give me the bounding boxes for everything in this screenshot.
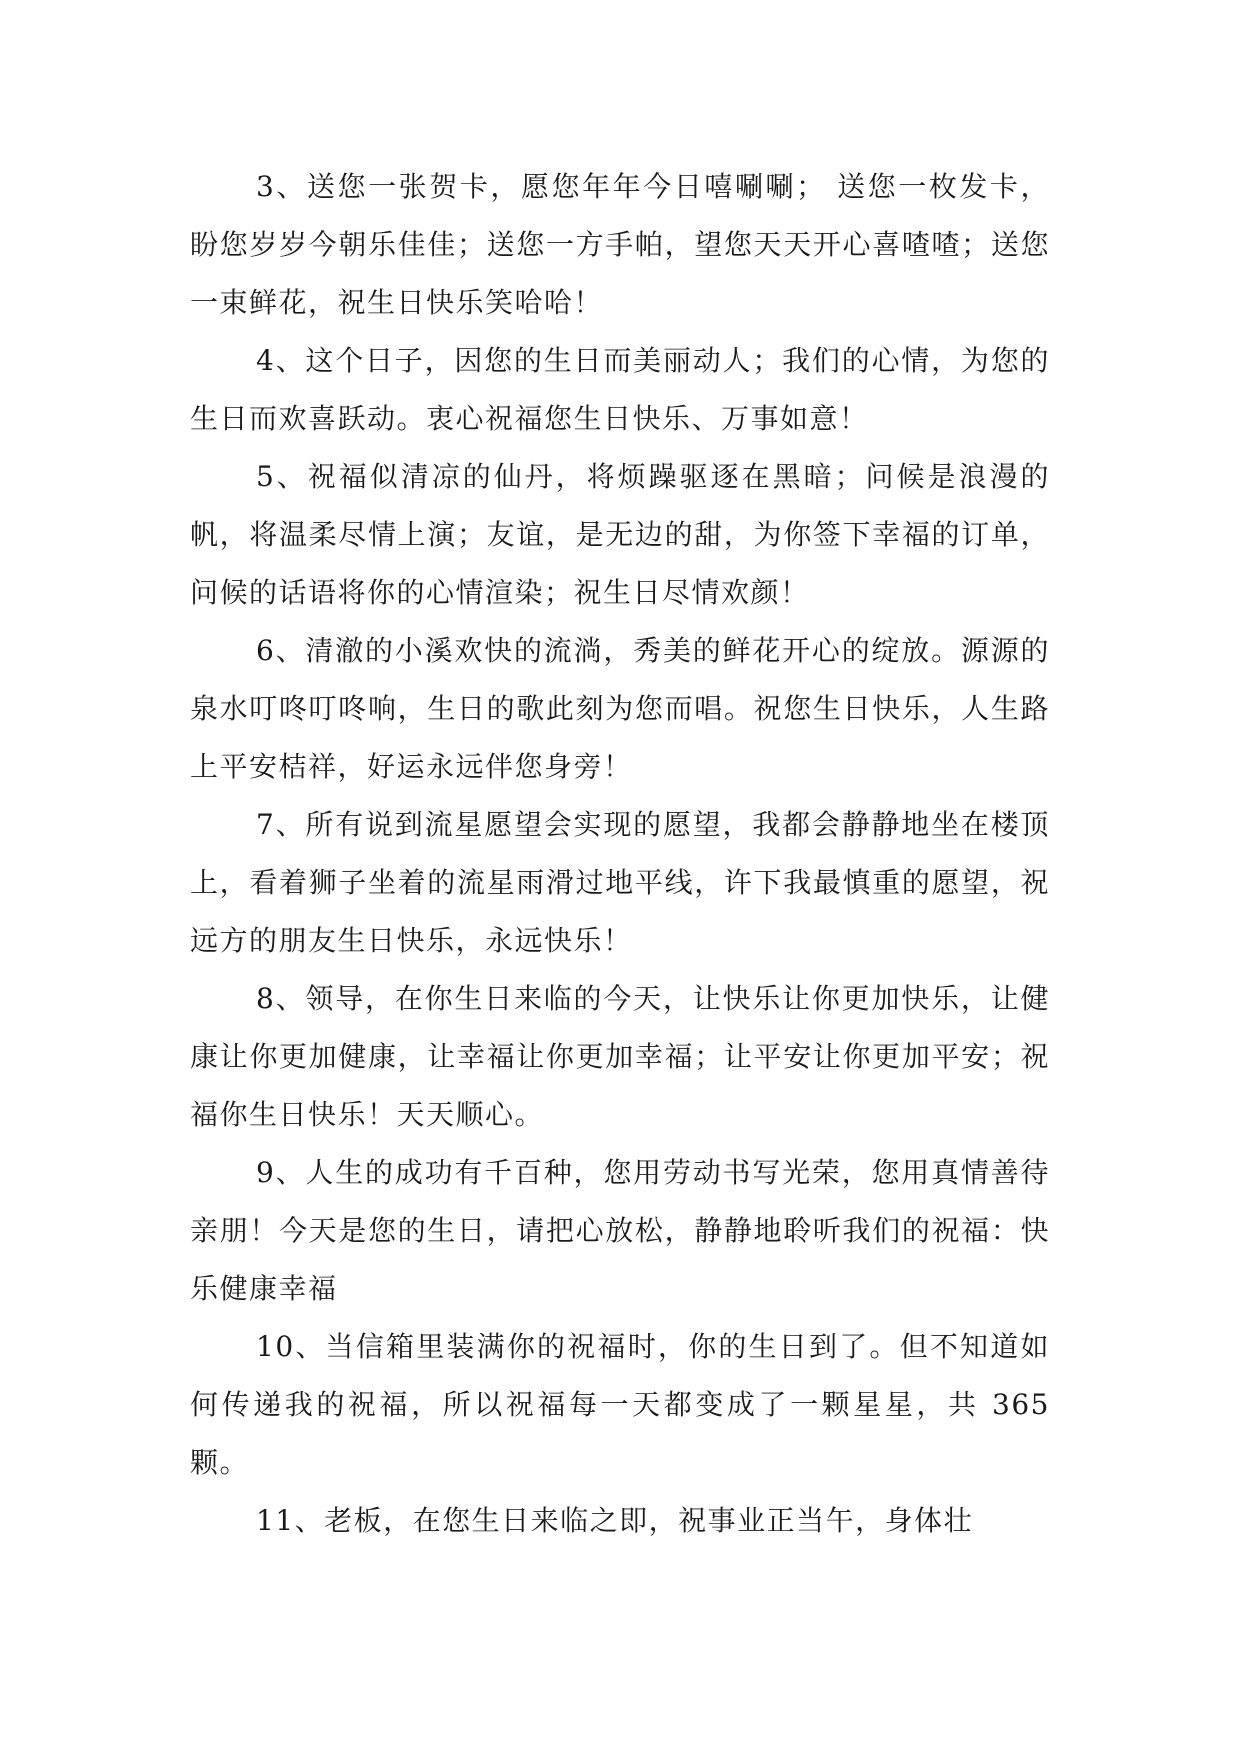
paragraph-3: 3、送您一张贺卡，愿您年年今日嘻唰唰； 送您一枚发卡，盼您岁岁今朝乐佳佳；送您一方手帕，望您天天开心喜喳喳；送您一束鲜花，祝生日快乐笑哈哈！	[190, 170, 1050, 319]
paragraph-6: 6、清澈的小溪欢快的流淌，秀美的鲜花开心的绽放。源源的泉水叮咚叮咚响，生日的歌此刻为您而唱。祝您生日快乐，人生路上平安桔祥，好运永远伴您身旁！	[190, 634, 1050, 783]
paragraph-4: 4、这个日子，因您的生日而美丽动人；我们的心情，为您的生日而欢喜跃动。衷心祝福您生日快乐、万事如意！	[190, 344, 1050, 435]
paragraph-7: 7、所有说到流星愿望会实现的愿望，我都会静静地坐在楼顶上，看着狮子坐着的流星雨滑过地平线，许下我最慎重的愿望，祝远方的朋友生日快乐，永远快乐！	[190, 808, 1050, 957]
paragraph-9: 9、人生的成功有千百种，您用劳动书写光荣，您用真情善待亲朋！今天是您的生日，请把心放松，静静地聆听我们的祝福：快乐健康幸福	[190, 1156, 1050, 1305]
paragraph-10: 10、当信箱里装满你的祝福时，你的生日到了。但不知道如何传递我的祝福，所以祝福每一天都变成了一颗星星，共 365 颗。	[190, 1330, 1050, 1479]
paragraph-8: 8、领导，在你生日来临的今天，让快乐让你更加快乐，让健康让你更加健康，让幸福让你更加幸福；让平安让你更加平安；祝福你生日快乐！天天顺心。	[190, 982, 1050, 1131]
paragraph-11: 11、老板，在您生日来临之即，祝事业正当午，身体壮	[256, 1504, 974, 1537]
document-page	[190, 158, 1050, 1550]
paragraph-5: 5、祝福似清凉的仙丹，将烦躁驱逐在黑暗；问候是浪漫的帆，将温柔尽情上演；友谊，是无边的甜，为你签下幸福的订单，问候的话语将你的心情渲染；祝生日尽情欢颜！	[190, 460, 1050, 609]
